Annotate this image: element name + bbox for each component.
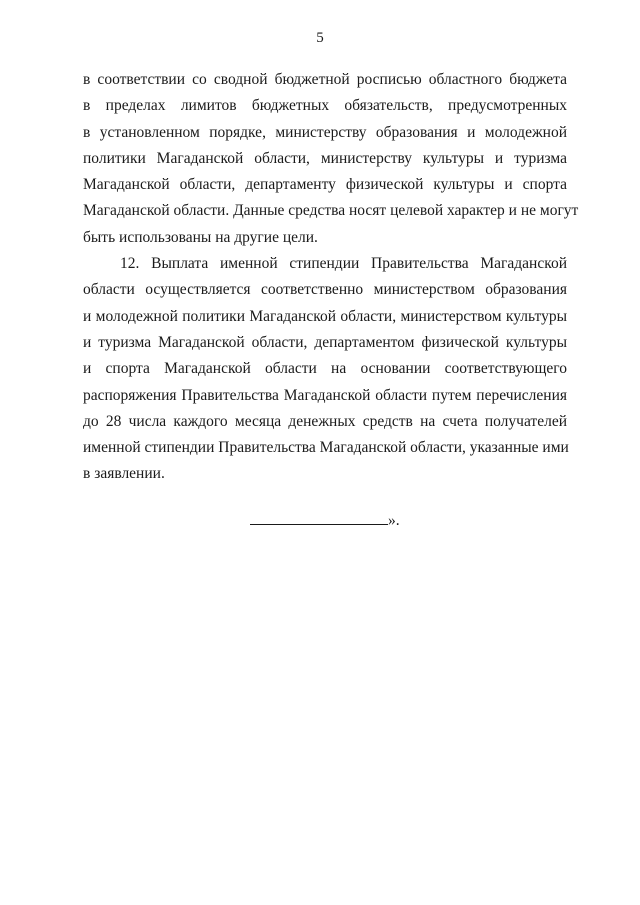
paragraph-1-line: в пределах лимитов бюджетных обязательств, предусмотренных: [83, 97, 567, 115]
paragraph-2-line: в заявлении.: [83, 465, 165, 483]
document-body: [83, 67, 579, 488]
paragraph-1-line: быть использованы на другие цели.: [83, 228, 318, 246]
paragraph-2-line: именной стипендии Правительства Магаданской области, указанные ими: [83, 439, 569, 457]
paragraph-1-line: в соответствии со сводной бюджетной росписью областного бюджета: [83, 71, 567, 88]
paragraph-2-line: 12. Выплата именной стипендии Правительства Магаданской: [120, 255, 567, 273]
paragraph-2-line: распоряжения Правительства Магаданской области путем перечисления: [83, 386, 567, 404]
paragraph-1-line: Магаданской области. Данные средства носят целевой характер и не могут: [83, 202, 579, 220]
paragraph-2-line: и спорта Магаданской области на основании соответствующего: [83, 360, 567, 378]
signature-rule: [250, 510, 388, 525]
paragraph-1-line: Магаданской области, департаменту физической культуры и спорта: [83, 176, 567, 194]
paragraph-1-line: в установленном порядке, министерству образования и молодежной: [83, 123, 567, 141]
closing-line: [250, 510, 400, 530]
page-number: 5: [316, 30, 324, 46]
paragraph-1-line: политики Магаданской области, министерству культуры и туризма: [83, 149, 567, 167]
paragraph-2-line: и туризма Магаданской области, департаментом физической культуры: [83, 333, 567, 351]
paragraph-2-line: области осуществляется соответственно министерством образования: [83, 281, 567, 299]
paragraph-2-line: до 28 числа каждого месяца денежных средств на счета получателей: [83, 412, 567, 430]
paragraph-2-line: и молодежной политики Магаданской области, министерством культуры: [83, 307, 567, 325]
closing-quote-mark: ».: [388, 512, 400, 529]
